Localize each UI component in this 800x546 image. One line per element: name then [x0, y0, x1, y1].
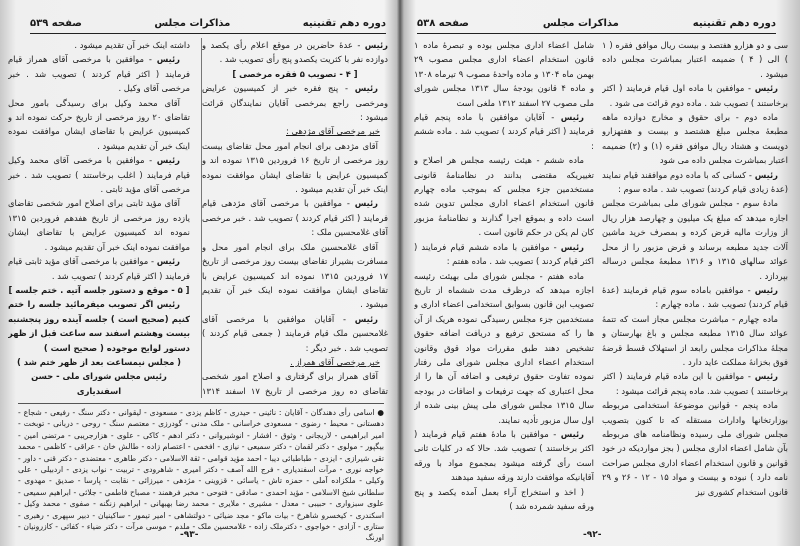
- paragraph: ماده ششم - هیئت رئیسه مجلس هر اصلاح و تغییریکه مقتضی بدانند در نظامنامهٔ قانونی مستخدمین جزء مجلس که بموجب ماده چهارم قانون استخدام اعضاء اداری مجلس تدوین شده است داده و بموقع اجرا گذارند و نظامنامهٔ مزبور کان لم یکن در حکم قانون است .: [414, 155, 594, 238]
- speaker: رئیس: [560, 112, 584, 123]
- paragraph: آقای همراز برای گرفتاری و اصلاح امور شخصی تقاضای ده روز مرخصی از تاریخ ۱۷ اسفند ۱۳۱۴: [202, 371, 388, 396]
- paragraph: رئیس - آقایان موافقین با مرخصی آقای غلامحسین ملک قیام فرمایند ( جمعی قیام کردند ) تصویب شد . خبر دیگر :: [202, 313, 388, 353]
- paragraph: ( اخذ و استخراج آراء بعمل آمده یکصد و پنج ورقه سفید شمرده شد ): [414, 486, 594, 511]
- paragraph: ماده دوم - برای حقوق و مخارج دوازده ماهه مطبعهٔ مجلس مبلغ هشتصد و بیست و هفتهزارو دویست و هشتاد ریال موافق فقره (۱) و (۲) ضمیمه اعتبار بمباشرت مجلس داده می شود: [602, 112, 788, 166]
- paragraph: رئیس - موافقین با مرخصی آقای مژدهی قیام فرمایند ( اکثر قیام کردند ) تصویب شد . خبر مرخصی آقای غلامحسین ملک :: [202, 198, 388, 238]
- paragraph: رئیس - موافقین با مادهٔ هفتم قیام فرمایند ( اکثر برخاستند ) تصویب شد. حالا که در کلیات ثانی است رأی گرفته میشود بمجموع مواد با ورقه آقایانیکه موافقت دارند ورقه سفید میدهند: [414, 428, 594, 483]
- page-number: -۹۲-: [583, 530, 602, 540]
- paragraph: رئیس - موافقین با ماده اول قیام فرمایند ( اکثر برخاستند ) تصویب شد . ماده دوم قرائت می شود .: [602, 83, 788, 108]
- speaker: رئیس: [156, 54, 180, 65]
- section-heading: [ ۵ - موقع و دستور جلسه آتیه . ختم جلسه ]: [8, 284, 190, 295]
- speaker: رئیس: [156, 155, 180, 166]
- session-label: دوره دهم تقنینیه: [692, 18, 776, 29]
- paragraph: شامل اعضاء اداری مجلس بوده و تبصرهٔ ماده ۱ قانون استخدام اعضاء اداری مجلس مصوب ۲۹ بهمن ماه ۱۳۰۴ و ماده واحدهٔ مصوب ۹ تیرماه ۱۳۰۸ و ماده ۴ قانون بودجهٔ سال ۱۳۱۳ مجلس شورای ملی مصوب ۲۷ اسفند ۱۳۱۲ ملغی است: [414, 40, 594, 108]
- speaker: رئیس: [560, 241, 584, 252]
- paragraph: رئیس - موافقین با ماده ششم قیام فرمایند ( اکثر قیام کردند ) تصویب شد . ماده هفتم :: [414, 241, 594, 267]
- paragraph: رئیس - موافقین با مرخصی آقای همراز قیام فرمایند ( اکثر قیام کردند ) تصویب شد . خبر مرخصی آقای وکیل .: [8, 54, 190, 94]
- speaker: رئیس: [754, 371, 778, 382]
- speaker: رئیس: [754, 83, 778, 94]
- page-number: -۹۳-: [180, 530, 199, 540]
- paragraph: ماده هفتم - مجلس شورای ملی بهیئت رئیسه اجازه میدهد که درظرف مدت ششماه از تاریخ تصویب این قانون بسوابق استخدامی اعضاء اداری و مستخدمین جزء مجلس رسیدگی نموده هریک از آن ها را که مستحق ترفیع و دریافت اضافه حقوق تشخیص دهند طبق مقررات مواد قوق وقانون استخدام اعضاء اداری مجلس شورای ملی رفتار نموده تفاوت حقوق ترفیعی و اضافه آن ها را از محل اعتباری که جهت ترفیعات و اضافات در بودجه سال ۱۳۱۵ مجلس شورای ملی پیش بینی شده از اول سال مزبور تأدیه نمایند.: [414, 270, 594, 425]
- page-label: صفحه ۵۳۹: [30, 18, 82, 29]
- column-left: [414, 38, 594, 516]
- running-title: مذاکرات مجلس: [542, 18, 619, 29]
- column-divider: [201, 38, 202, 398]
- paragraph: آقای مژدهی برای انجام امور محل تقاضای بیست روز مرخصی از تاریخ ۱۶ فروردین ۱۳۱۵ نموده اند و کمیسیون عرایض با تقاضای ایشان موافقت نموده اینک خبر آن تقدیم میشود .: [202, 140, 388, 195]
- paragraph: رئیس - پنج فقره خبر از کمیسیون عرایض ومرخصی راجع بمرخصی آقایان نمایندگان قرائت میشود :: [202, 83, 388, 123]
- signature-line: رئیس مجلس شورای ملی - حسن اسفندیاری: [31, 371, 167, 396]
- column-right: [602, 38, 788, 516]
- paragraph: ماده چهارم - مباشرت مجلس مجاز است که تتمهٔ عوائد سال ۱۳۱۵ مطبعه مجلس و باغ بهارستان و مجلهٔ مذاکرات مجلس رابعد از استهلاک قسط قرضهٔ فوق بخزانهٔ مملکت عاید دارد .: [602, 313, 788, 367]
- page-539: [0, 0, 398, 546]
- speaker: رئیس: [354, 83, 378, 94]
- paragraph: رئیس - عدهٔ حاضرین در موقع اعلام رأی یکصد و دوازده نفر با کثریت یکصدو پنج رأی تصویب شد .: [202, 40, 388, 65]
- paragraph: رئیس - آقایان موافقین با ماده پنجم قیام فرمایند ( اکثر قیام کردند ) تصویب شد . ماده ششم :: [414, 112, 594, 151]
- subheading: خبر مرخصی آقای همراز .: [290, 356, 380, 367]
- voters-footnote: ● اسامی رأی دهندگان - آقایان : نائینی - حیدری - کاظم یزدی - مسعودی - لیقوانی - دکتر سنگ - رفیعی - شجاع - دهستانی - محیط - رضوی - مسعودی خراسانی - ملک مدنی - گودرزی - معتصم سنگ - روحی - دربانی - توبخت - امیر ابراهیمی - لاریجانی - وثوق - افشار - انوشیروانی - دکتر ادهم - کاکی - علوی - هزارجریبی - مرتضی امین - بیگپور - مولوی - دکتر لقمان - دکتر سمیعی - نیازی - افخمی - اعتصام زاده - طالش خان - عراقی - کاظمی - محمد تقی شیرازی - ایزدی - طباطبائی دیبا - احمد مؤید قوامی - ثقة الاسلامی - دکتر طاهری - معتضدی - دکتر قنی - داور - خواجه نوری - مرآت اسفندیاری - فرج الله آصف - دکتر امیری - شاهرودی - تربیت - نواب یزدی - اردبیلی - علی وکیلی - ملکزاده آملی - حمزه تاش - یاسائی - قزوینی - مژدهی - میرزائی - نقابت - پارسا - صدیق - مهدوی - سلطانی شیخ الاسلامی - مؤید احمدی - صادقی - فتوحی - مخبر فرهمند - مصباح فاطمی - جلائی - ابراهیم سمیعی - علوی سبزواری - حبیبی - معدل - مشیری - ملایری - محمد رضا بهبهانی - ابراهیم زنگنه - صفوی - محمد وکیل - اسکندری - کیخسرو شاهرخ - بیات ماکو - مجد ضیائی - دولتشاهی - امیر تیمور - ساکینیان - دبیر سپهری - رهبری - ستاری - آزادی - خواجوی - دکترملک زاده - غلامحسین ملک - ملدم - موسی مرآت - دکتر ضیاء - کفائی - کازرونیان - اورنگ: [18, 403, 384, 544]
- column-left: [8, 38, 190, 400]
- page-header: [417, 14, 776, 34]
- speaker: رئیس: [354, 198, 378, 209]
- page-header: [30, 14, 386, 34]
- paragraph: رئیس اگر تصویب میفرمائید جلسه را ختم کنیم (صحیح است ) جلسه آینده روز پنجشنبه بیست وهشتم اسفند سه ساعت قبل از ظهر دستور لوایح موجوده ( صحیح است ): [8, 299, 190, 353]
- speaker: رئیس: [156, 256, 180, 267]
- speaker: رئیس: [754, 169, 778, 180]
- paragraph: آقای محمد وکیل برای رسیدگی بامور محل تقاضای ۲۰ روز مرخصی از تاریخ حرکت نموده اند و کمیسیون عرایض با تقاضای ایشان موافقت نموده اینک خبر آن تقدیم میشود .: [8, 97, 190, 151]
- paragraph: رئیس - موافقین با مرخصی آقای محمد وکیل قیام فرمایند ( اغلب برخاستند ) تصویب شد . خبر مرخصی آقای مؤید ثابتی .: [8, 155, 190, 195]
- speaker: رئیس: [754, 284, 778, 295]
- subheading: خبر مرخصی آقای مژدهی :: [286, 126, 380, 137]
- paragraph: سی و دو هزارو هفتصد و بیست ریال موافق فقره ( ۱ ) الی ( ۴ ) ضمیمه اعتبار بمباشرت مجلس داده میشود .: [602, 40, 788, 79]
- paragraph: مادهٔ سوم - مجلس شورای ملی بمباشرت مجلس اجازه میدهد که مبلغ یک میلیون و چهارصد هزار ریال از وزارت مالیه قرض کرده و بمصرف خرید ماشین آلات جدید مطبعه برساند و قرض مزبور را از محل عوائد سالهای ۱۳۱۵ و ۱۳۱۶ مطبعهٔ مجلس درساله بپردازد .: [602, 198, 788, 281]
- paragraph: رئیس - کسانی که با ماده دوم موافقند قیام نمایند (عدهٔ زیادی قیام کردند) تصویب شد . ماده سوم :: [602, 169, 788, 195]
- speaker: رئیس: [354, 313, 378, 324]
- running-title: مذاکرات مجلس: [154, 18, 231, 29]
- closing-note: ( مجلس نیمساعت بعد از ظهر ختم شد ): [16, 356, 182, 367]
- paragraph: ماده پنجم - قوانین موضوعهٔ استخدامی مربوطه بوزارتخانها وادارات مستقله که تا کنون بتصویب مجلس شورای ملی رسیده ونظامنامه های مربوطه بآن شامل اعضاء اداری مجلس ( بجز مواردیکه در خود قوانین و قانون استخدام اعضاء اداری مجلس صراحت نامه دارد ) نبوده و بیست و مواد ۱۵ - ۱۲ - ۲۶ و ۲۹ قانون استخدام کشوری نیز: [602, 400, 788, 497]
- section-heading: [ ۴ - تصویب ۵ فقره مرخصی ]: [232, 68, 358, 79]
- page-label: صفحه ۵۳۸: [417, 18, 469, 29]
- column-right: [202, 38, 388, 400]
- paragraph: رئیس - موافقین باماده سوم قیام فرمایند (عدهٔ قیام کردند) تصویب شد . ماده چهارم :: [602, 284, 788, 310]
- paragraph: داشته اینک خبر آن تقدیم میشود .: [74, 40, 190, 50]
- paragraph: رئیس - موافقین با این ماده قیام فرمایند ( اکثر برخاستند ) تصویب شد. ماده پنجم قرائت میشود :: [602, 371, 788, 396]
- session-label: دوره دهم تقنینیه: [302, 18, 386, 29]
- paragraph: آقای غلامحسین ملک برای انجام امور محل و مسافرت بشیراز تقاضای بیست روز مرخصی از تاریخ ۱۷ فروردین ۱۳۱۵ نموده اند کمیسیون عرایض با تقاضای ایشان موافقت نموده اینک خبر آن تقدیم میشود .: [202, 241, 388, 310]
- speaker: رئیس: [364, 40, 388, 50]
- speaker: رئیس: [560, 428, 584, 439]
- page-538: [403, 0, 800, 546]
- paragraph: آقای مؤید ثابتی برای اصلاح امور شخصی تقاضای یازده روز مرخصی از تاریخ هفدهم فروردین ۱۳۱۵ نموده اند کمیسیون عرایض با تقاضای ایشان موافقت نموده اینک خبر آن تقدیم میشود .: [8, 198, 190, 252]
- paragraph: رئیس - موافقین با مرخصی آقای مؤید ثابتی قیام فرمایند ( اکثر قیام کردند ) تصویب شد .: [8, 256, 190, 281]
